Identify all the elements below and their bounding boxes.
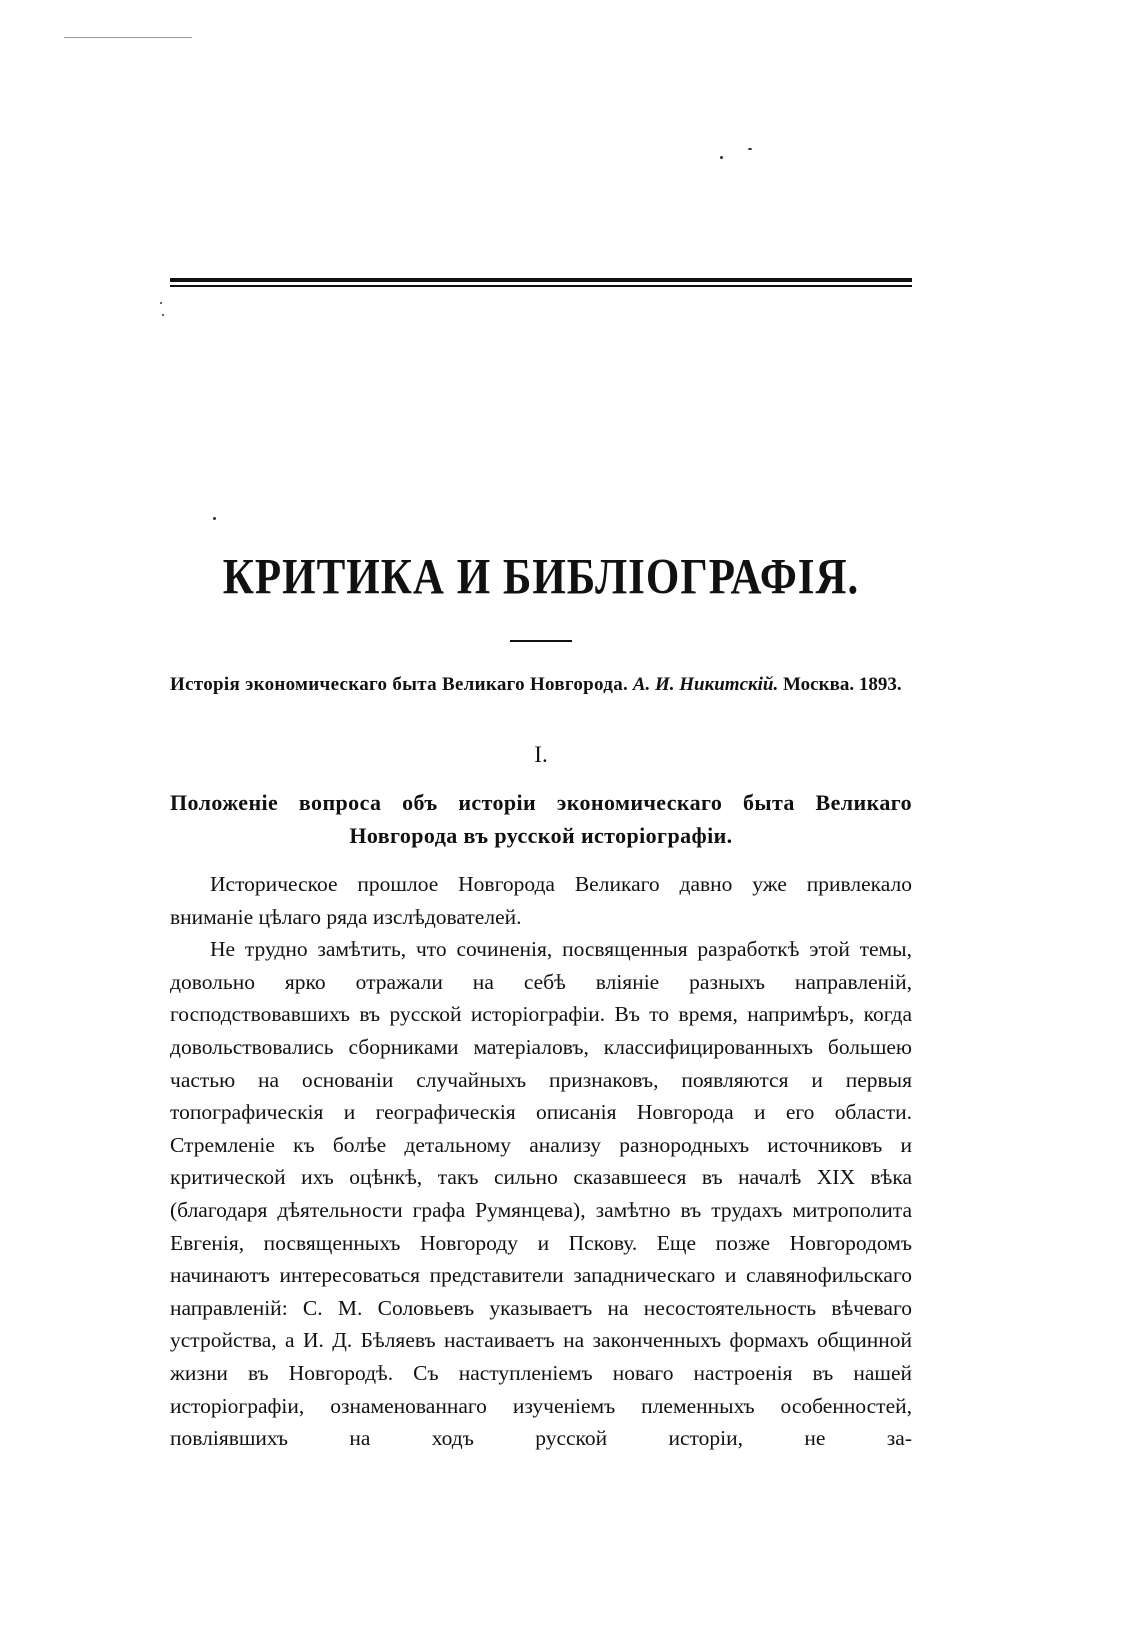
bibliography-entry: [170, 670, 912, 699]
scan-edge-line: [64, 37, 192, 38]
book-author: А. И. Никитскій.: [632, 674, 779, 695]
scan-speck: [160, 302, 162, 304]
chapter-number: I.: [534, 742, 548, 767]
title-divider: [510, 640, 572, 642]
chapter-heading: Положеніе вопроса объ исторіи экономическаго быта Великаго Новгорода въ русской исторіографіи.: [170, 790, 912, 848]
scan-speck: [162, 314, 164, 316]
scan-speck: [213, 517, 216, 520]
scan-speck: [748, 148, 752, 150]
paragraph: Историческое прошлое Новгорода Великаго давно уже привлекало вниманіе цѣлаго ряда изслѣдователей.: [170, 872, 912, 929]
scan-speck: [720, 156, 723, 159]
header-double-rule: [170, 278, 912, 287]
paragraph: Не трудно замѣтить, что сочиненія, посвященныя разработкѣ этой темы, довольно ярко отражали на себѣ вліяніе разныхъ направленій, господствовавшихъ въ русской исторіографіи. Въ то время, напримѣръ, когда довольствовались сборниками матеріаловъ, классифицированныхъ большею частью на основаніи случайныхъ признаковъ, появляются и первыя топографическія и географическія описанія Новгорода и его области. Стремленіе къ болѣе детальному анализу разнородныхъ источниковъ и критической ихъ оцѣнкѣ, такъ сильно сказавшееся въ началѣ XIX вѣка (благодаря дѣятельности графа Румянцева), замѣтно въ трудахъ митрополита Евгенія, посвященныхъ Новгороду и Пскову. Еще позже Новгородомъ начинаютъ интересоваться представители западническаго и славянофильскаго направленій: С. М. Соловьевъ указываетъ на несостоятельность вѣчеваго устройства, а И. Д. Бѣляевъ настаиваетъ на законченныхъ формахъ общинной жизни въ Новгородѣ. Съ наступленіемъ новаго настроенія въ нашей исторіографіи, ознаменованнаго изученіемъ племенныхъ особенностей, повліявшихъ на ходъ русской исторіи, не за-: [170, 937, 912, 1451]
book-imprint: Москва. 1893.: [783, 674, 902, 695]
section-title: КРИТИКА И БИБЛІОГРАФІЯ.: [222, 549, 860, 606]
body-text: [170, 868, 912, 1455]
book-title: Исторія экономическаго быта Великаго Новгорода.: [170, 674, 629, 695]
